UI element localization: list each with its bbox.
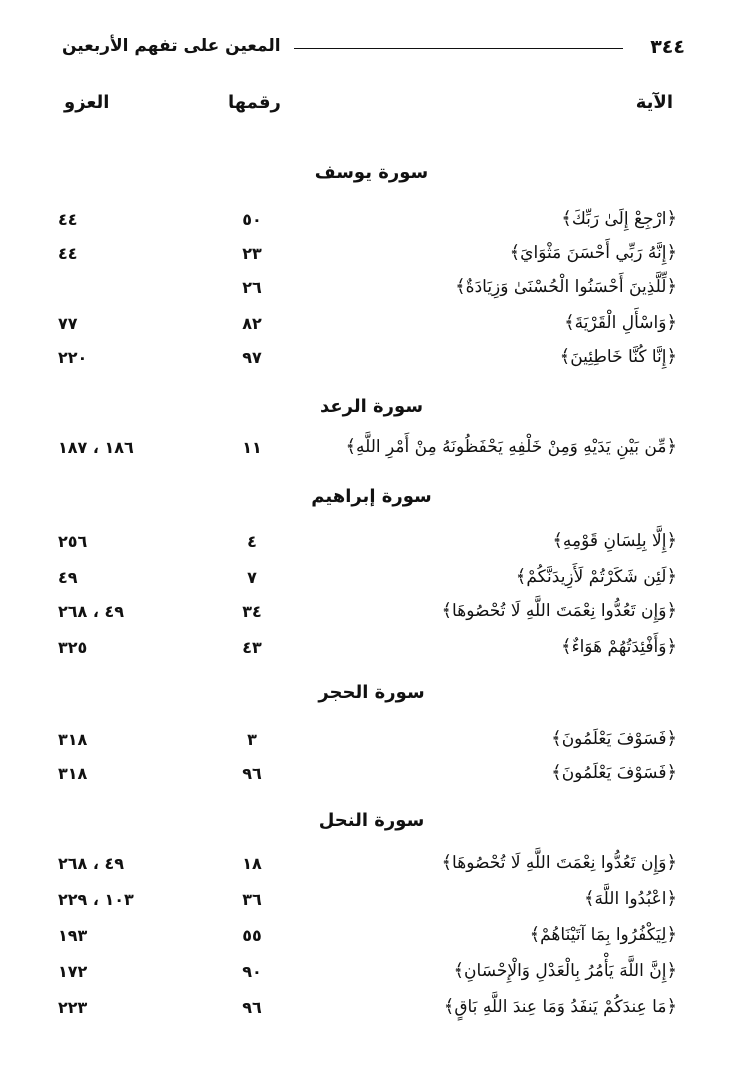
verse-row [0,636,743,670]
page-reference: ٤٤ [58,244,78,263]
verse-row [0,208,743,242]
page-reference: ٢٢٣ [58,998,88,1017]
surah-title: سورة الحجر [318,682,425,703]
verse-words: وَإِن تَعُدُّوا نِعْمَتَ اللَّهِ لَا تُحْصُوهَا [452,601,667,621]
verse-text [584,888,677,909]
close-bracket: ﴾ [559,346,571,367]
verse-number: ٤٣ [242,638,262,657]
page-reference: ٤٩ ، ٢٦٨ [58,854,125,873]
page-reference: ٣١٨ [58,764,88,783]
verse-text [510,242,677,263]
verse-number: ٢٦ [242,278,262,297]
page-reference: ٤٩ ، ٢٦٨ [58,602,125,621]
verse-number: ٥٥ [242,926,262,945]
open-bracket: ﴿ [666,346,677,367]
verse-words: وَاسْأَلِ الْقَرْيَةَ [574,313,667,333]
verse-text [551,762,677,783]
verse-words: لِيَكْفُرُوا بِمَا آتَيْنَاهُمْ [540,925,667,945]
verse-number: ٩٠ [242,962,262,981]
page-reference: ١٩٣ [58,926,88,945]
verse-text [551,728,677,749]
verse-text [454,960,678,981]
verse-number: ١٨ [242,854,262,873]
surah-title: سورة إبراهيم [311,486,432,507]
verse-text [442,600,678,621]
verse-row [0,996,743,1030]
verse-words: مَا عِندَكُمْ يَنفَدُ وَمَا عِندَ اللَّهِ بَاقٍ [454,997,667,1017]
verse-row [0,312,743,346]
verse-row [0,924,743,958]
verse-text [561,636,677,657]
verse-number: ٩٦ [242,998,262,1017]
page-reference: ١٠٣ ، ٢٢٩ [58,890,134,909]
verse-text [552,530,677,551]
page-reference: ٣٢٥ [58,638,88,657]
close-bracket: ﴾ [529,924,541,945]
page-number: ٣٤٤ [650,36,685,58]
verse-row [0,888,743,922]
open-bracket: ﴿ [666,762,677,783]
verse-row [0,242,743,276]
open-bracket: ﴿ [666,600,677,621]
verse-text [561,208,677,229]
verse-text [442,852,678,873]
column-header-reference: العزو [64,92,110,113]
verse-text [455,276,677,297]
surah-title: سورة يوسف [314,162,429,183]
verse-number: ٩٧ [242,348,262,367]
verse-words: إِنَّ اللَّهَ يَأْمُرُ بِالْعَدْلِ وَالْإِحْسَانِ [464,961,667,981]
verse-row [0,346,743,380]
verse-words: إِنَّهُ رَبِّي أَحْسَنَ مَثْوَايَ [520,243,667,263]
verse-words: لِّلَّذِينَ أَحْسَنُوا الْحُسْنَىٰ وَزِيَادَةٌ [465,277,667,297]
verse-text [516,566,677,587]
close-bracket: ﴾ [551,762,562,783]
surah-title: سورة النحل [318,810,425,831]
close-bracket: ﴾ [455,276,466,297]
page-reference: ٢٥٦ [58,532,88,551]
close-bracket: ﴾ [551,728,562,749]
verse-words: وَإِن تَعُدُّوا نِعْمَتَ اللَّهِ لَا تُحْصُوهَا [452,853,667,873]
verse-row [0,852,743,886]
close-bracket: ﴾ [441,600,453,621]
column-header-number: رقمها [228,92,281,113]
open-bracket: ﴿ [666,924,677,945]
book-title: المعين على تفهم الأربعين [62,36,281,56]
close-bracket: ﴾ [453,960,465,981]
verse-row [0,600,743,634]
verse-number: ١١ [242,438,262,457]
verse-row [0,566,743,600]
open-bracket: ﴿ [666,728,677,749]
open-bracket: ﴿ [666,960,677,981]
close-bracket: ﴾ [564,312,575,333]
verse-number: ٤ [247,532,257,551]
close-bracket: ﴾ [561,208,572,229]
close-bracket: ﴾ [441,852,453,873]
verse-words: مِّن بَيْنِ يَدَيْهِ وَمِنْ خَلْفِهِ يَحْفَظُونَهُ مِنْ أَمْرِ اللَّهِ [355,437,667,457]
verse-words: لَئِن شَكَرْتُمْ لَأَزِيدَنَّكُمْ [526,567,667,587]
page-reference: ٧٧ [58,314,78,333]
column-header-verse: الآية [635,92,673,113]
verse-text [444,996,677,1017]
open-bracket: ﴿ [666,852,677,873]
verse-row [0,728,743,762]
page-reference: ٤٤ [58,210,78,229]
verse-text [564,312,677,333]
close-bracket: ﴾ [515,566,527,587]
verse-row [0,960,743,994]
close-bracket: ﴾ [552,530,563,551]
close-bracket: ﴾ [509,242,521,263]
verse-words: إِلَّا بِلِسَانِ قَوْمِهِ [562,531,667,551]
open-bracket: ﴿ [666,636,677,657]
page-reference: ١٧٢ [58,962,88,981]
page-reference: ١٨٦ ، ١٨٧ [58,438,134,457]
verse-words: اعْبُدُوا اللَّهَ [594,889,667,909]
page-reference: ٢٢٠ [58,348,88,367]
verse-words: فَسَوْفَ يَعْلَمُونَ [561,763,667,783]
verse-number: ٣٦ [242,890,262,909]
verse-number: ٥٠ [242,210,262,229]
close-bracket: ﴾ [345,436,356,457]
open-bracket: ﴿ [666,208,677,229]
verse-words: وَأَفْئِدَتُهُمْ هَوَاءٌ [571,637,667,657]
open-bracket: ﴿ [666,566,677,587]
open-bracket: ﴿ [666,996,677,1017]
close-bracket: ﴾ [443,996,455,1017]
verse-number: ٢٣ [242,244,262,263]
verse-number: ٧ [247,568,257,587]
verse-number: ٣٤ [242,602,262,621]
open-bracket: ﴿ [666,276,677,297]
verse-text [530,924,677,945]
verse-row [0,530,743,564]
verse-row [0,436,743,470]
verse-words: ارْجِعْ إِلَىٰ رَبِّكَ [571,209,667,229]
page-reference: ٣١٨ [58,730,88,749]
verse-text [560,346,677,367]
open-bracket: ﴿ [666,436,677,457]
verse-row [0,276,743,310]
close-bracket: ﴾ [561,636,572,657]
verse-number: ٣ [247,730,257,749]
verse-number: ٨٢ [242,314,262,333]
verse-row [0,762,743,796]
verse-words: إِنَّا كُنَّا خَاطِئِينَ [570,347,667,367]
close-bracket: ﴾ [584,888,595,909]
page-reference: ٤٩ [58,568,78,587]
verse-text [345,436,677,457]
open-bracket: ﴿ [666,312,677,333]
surah-title: سورة الرعد [319,396,424,417]
verse-words: فَسَوْفَ يَعْلَمُونَ [561,729,667,749]
running-head [62,36,685,62]
open-bracket: ﴿ [666,530,677,551]
open-bracket: ﴿ [666,888,677,909]
verse-number: ٩٦ [242,764,262,783]
open-bracket: ﴿ [666,242,677,263]
header-rule [294,48,623,49]
